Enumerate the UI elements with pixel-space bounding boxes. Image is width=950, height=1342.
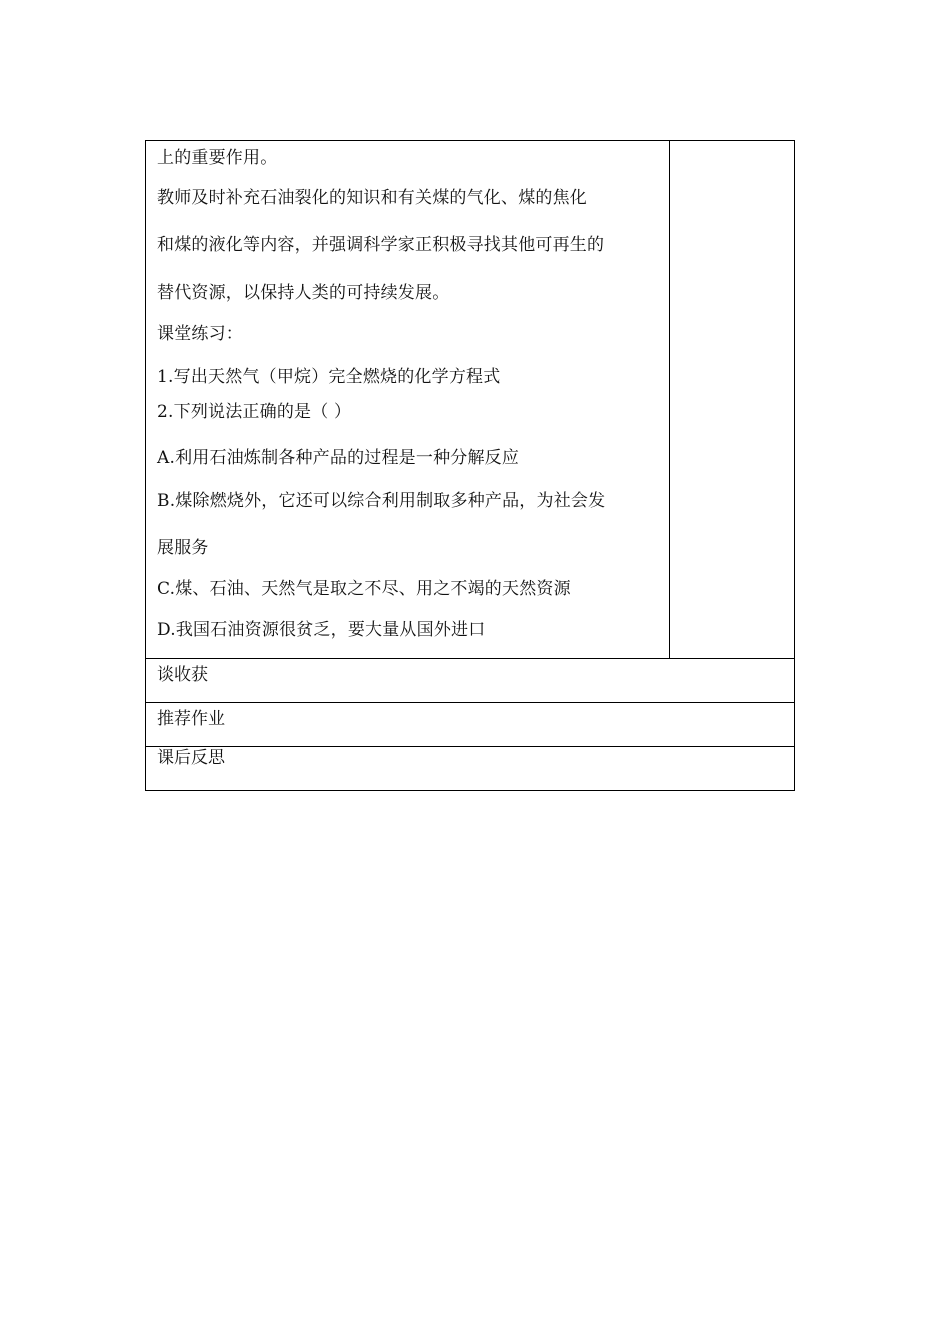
option-a: A.利用石油炼制各种产品的过程是一种分解反应 — [157, 448, 520, 468]
exercise-heading: 课堂练习： — [157, 324, 243, 344]
text-line-liquefaction: 和煤的液化等内容，并强调科学家正积极寻找其他可再生的 — [157, 235, 605, 255]
reflection-row — [146, 747, 795, 791]
homework-cell — [146, 703, 795, 747]
text-line-important-role: 上的重要作用。 — [157, 148, 278, 168]
question-1: 1.写出天然气（甲烷）完全燃烧的化学方程式 — [157, 367, 501, 387]
content-cell — [146, 141, 670, 659]
reflection-label: 课后反思 — [157, 748, 225, 768]
text-line-teacher-supplement: 教师及时补充石油裂化的知识和有关煤的气化、煤的焦化 — [157, 188, 587, 208]
question-2: 2.下列说法正确的是（ ） — [157, 402, 352, 422]
option-c: C.煤、石油、天然气是取之不尽、用之不竭的天然资源 — [157, 579, 571, 599]
homework-label: 推荐作业 — [157, 709, 225, 729]
option-b-continued: 展服务 — [157, 538, 209, 558]
text-line-sustainable: 替代资源，以保持人类的可持续发展。 — [157, 283, 450, 303]
harvest-label: 谈收获 — [157, 665, 208, 685]
option-b: B.煤除燃烧外，它还可以综合利用制取多种产品，为社会发 — [157, 491, 606, 511]
lesson-plan-table — [145, 140, 795, 791]
homework-row — [146, 703, 795, 747]
harvest-row — [146, 659, 795, 703]
harvest-cell — [146, 659, 795, 703]
option-d: D.我国石油资源很贫乏，要大量从国外进口 — [157, 620, 486, 640]
reflection-cell — [146, 747, 795, 791]
notes-cell — [669, 141, 794, 659]
content-row — [146, 141, 795, 659]
